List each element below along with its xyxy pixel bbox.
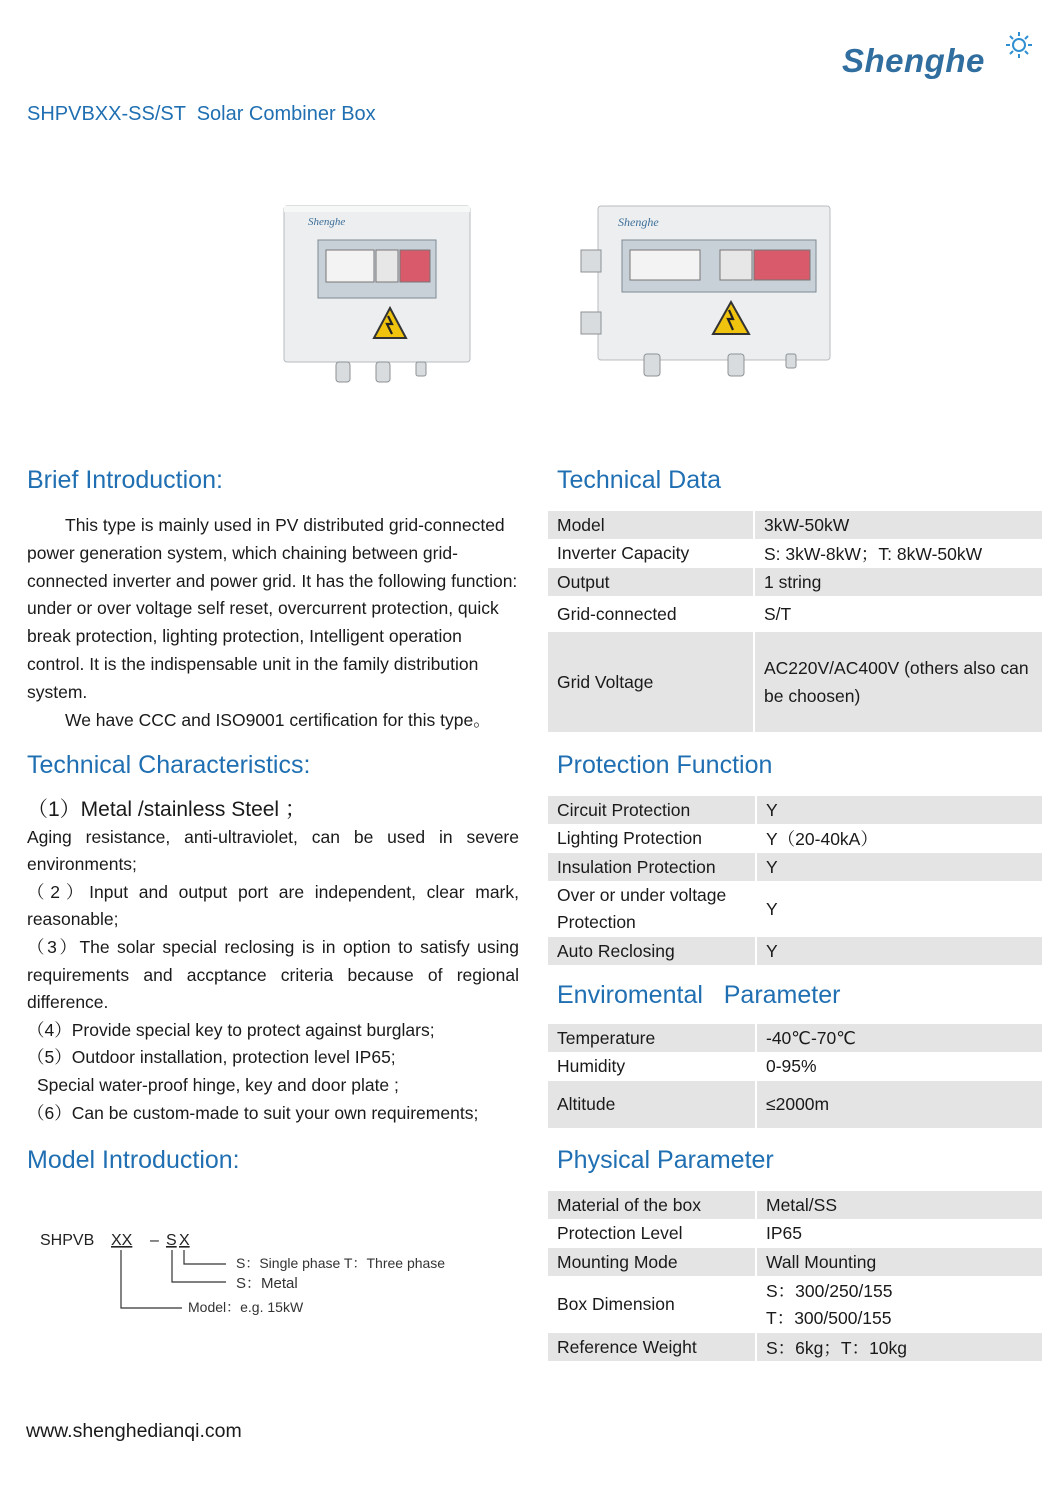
table-cell-label: Model [548,511,754,539]
list-item: （4）Provide special key to protect against burglars; [27,1019,435,1040]
model-code-prefix: SHPVB [40,1232,95,1249]
table-cell-value: S: 3kW-8kW；T: 8kW-50kW [754,539,1042,568]
table-row [548,881,1042,937]
table-cell-label: Altitude [548,1081,756,1128]
table-cell-value [756,1276,1042,1333]
model-material-label: S：Metal [236,1275,298,1292]
model-code-diagram [36,1222,476,1322]
table-cell-label: Humidity [557,1056,626,1076]
small-combiner-box-image [278,200,476,385]
list-item: （6）Can be custom-made to suit your own requirements; [27,1102,479,1123]
table-cell-label: Lighting Protection [557,828,702,848]
table-row [548,1248,1042,1276]
model-code-s: S [166,1232,177,1249]
list-item: （2）Input and output port are independent, clear mark, reasonable; [27,881,519,930]
table-cell-value: Wall Mounting [756,1248,1042,1276]
document-title: SHPVBXX-SS/ST Solar Combiner Box [27,103,376,125]
technical-characteristics-title: Technical Characteristics: [27,751,311,779]
table-cell-label: Reference Weight [548,1333,756,1361]
brief-introduction-text [27,512,519,734]
model-type-label: S：Single phase T：Three phase [236,1255,446,1271]
website-link[interactable]: www.shenghedianqi.com [26,1420,242,1442]
table-cell-label: Insulation Protection [548,853,756,881]
table-cell-label: Box Dimension [557,1294,675,1314]
table-row [548,539,1042,568]
table-cell-value: Y [756,937,1042,965]
table-row [548,1219,1042,1248]
table-cell-label: Material of the box [548,1191,756,1219]
table-cell-value: 1 string [754,568,1042,596]
table-cell-label: Protection Level [557,1223,683,1243]
logo-text: Shenghe [842,42,985,79]
table-cell-value: Y [756,881,1042,937]
table-row [548,1333,1042,1361]
table-cell-value: Y（20-40kA） [756,824,1042,853]
table-cell-value: S：6kg；T：10kg [756,1333,1042,1361]
table-row [548,568,1042,596]
model-introduction-title: Model Introduction: [27,1146,240,1174]
box-logo-text-2: Shenghe [618,215,659,229]
physical-parameter-title: Physical Parameter [557,1146,774,1174]
model-code-dash: – [150,1232,159,1249]
table-cell-label: Temperature [548,1024,756,1052]
table-cell-label: Grid Voltage [548,632,754,732]
box-dimension-single: S：300/250/155 [766,1280,893,1301]
brief-paragraph-1: This type is mainly used in PV distributed grid-connected power generation system, which chaining between grid-connected inverter and power grid. It has the following function: under or over voltage self reset, overcurrent protection, quick break protection, lighting protection, Intelligent operation control. It is the indispensable unit in the family distribution system. [27,515,518,702]
table-cell-value: Y [756,853,1042,881]
model-capacity-label: Model：e.g. 15kW [188,1299,304,1315]
table-row [548,937,1042,965]
table-row [548,596,1042,632]
table-row [548,1276,1042,1333]
brief-introduction-title: Brief Introduction: [27,466,223,494]
table-cell-value: S/T [754,596,1042,632]
model-code-xx: XX [111,1232,133,1249]
environmental-parameter-title: Enviromental Parameter [557,981,841,1009]
table-row [548,824,1042,853]
table-cell-value: Metal/SS [756,1191,1042,1219]
table-cell-value: ≤2000m [756,1081,1042,1128]
table-cell-value: -40℃-70℃ [756,1024,1042,1052]
table-cell-label: Output [548,568,754,596]
table-row [548,511,1042,539]
table-cell-label: Over or under voltage Protection [557,885,727,932]
table-cell-value: 3kW-50kW [754,511,1042,539]
table-row [548,1191,1042,1219]
model-code-x: X [179,1232,190,1249]
protection-function-table [548,796,1042,965]
table-cell-value: IP65 [756,1219,1042,1248]
protection-function-title: Protection Function [557,751,773,779]
table-cell-label: Circuit Protection [548,796,756,824]
table-row [548,853,1042,881]
box-dimension-three: T：300/500/155 [766,1307,892,1328]
list-item: （5）Outdoor installation, protection level IP65; [27,1047,396,1068]
brief-paragraph-2: We have CCC and ISO9001 certification for this type。 [65,709,491,730]
technical-data-table [548,511,1042,732]
list-item: Aging resistance, anti-ultraviolet, can be used in severe environments; [27,826,519,875]
table-cell-value: AC220V/AC400V (others also can be choosen) [754,632,1042,732]
table-cell-label: Auto Reclosing [548,937,756,965]
brand-logo [842,30,1042,90]
characteristics-list [27,796,519,1127]
table-row [548,1081,1042,1128]
table-cell-value: Y [756,796,1042,824]
list-item: （1）Metal /stainless Steel ； [27,798,306,821]
table-cell-label: Inverter Capacity [557,543,690,563]
table-cell-label: Grid-connected [557,603,677,624]
sun-logo-icon [1002,30,1036,60]
large-combiner-box-image [578,200,834,385]
list-item: （3）The solar special reclosing is in option to satisfy using requirements and accptance criteria because of regional difference. [27,936,519,1013]
box-logo-text: Shenghe [308,216,346,228]
environmental-parameter-table [548,1024,1042,1128]
list-item: Special water-proof hinge, key and door plate ; [37,1074,399,1095]
table-row [548,796,1042,824]
table-row [548,1024,1042,1052]
table-cell-label: Mounting Mode [548,1248,756,1276]
physical-parameter-table [548,1191,1042,1361]
technical-data-title: Technical Data [557,466,721,494]
table-row [548,1052,1042,1081]
table-row [548,632,1042,732]
table-cell-value: 0-95% [756,1052,1042,1081]
